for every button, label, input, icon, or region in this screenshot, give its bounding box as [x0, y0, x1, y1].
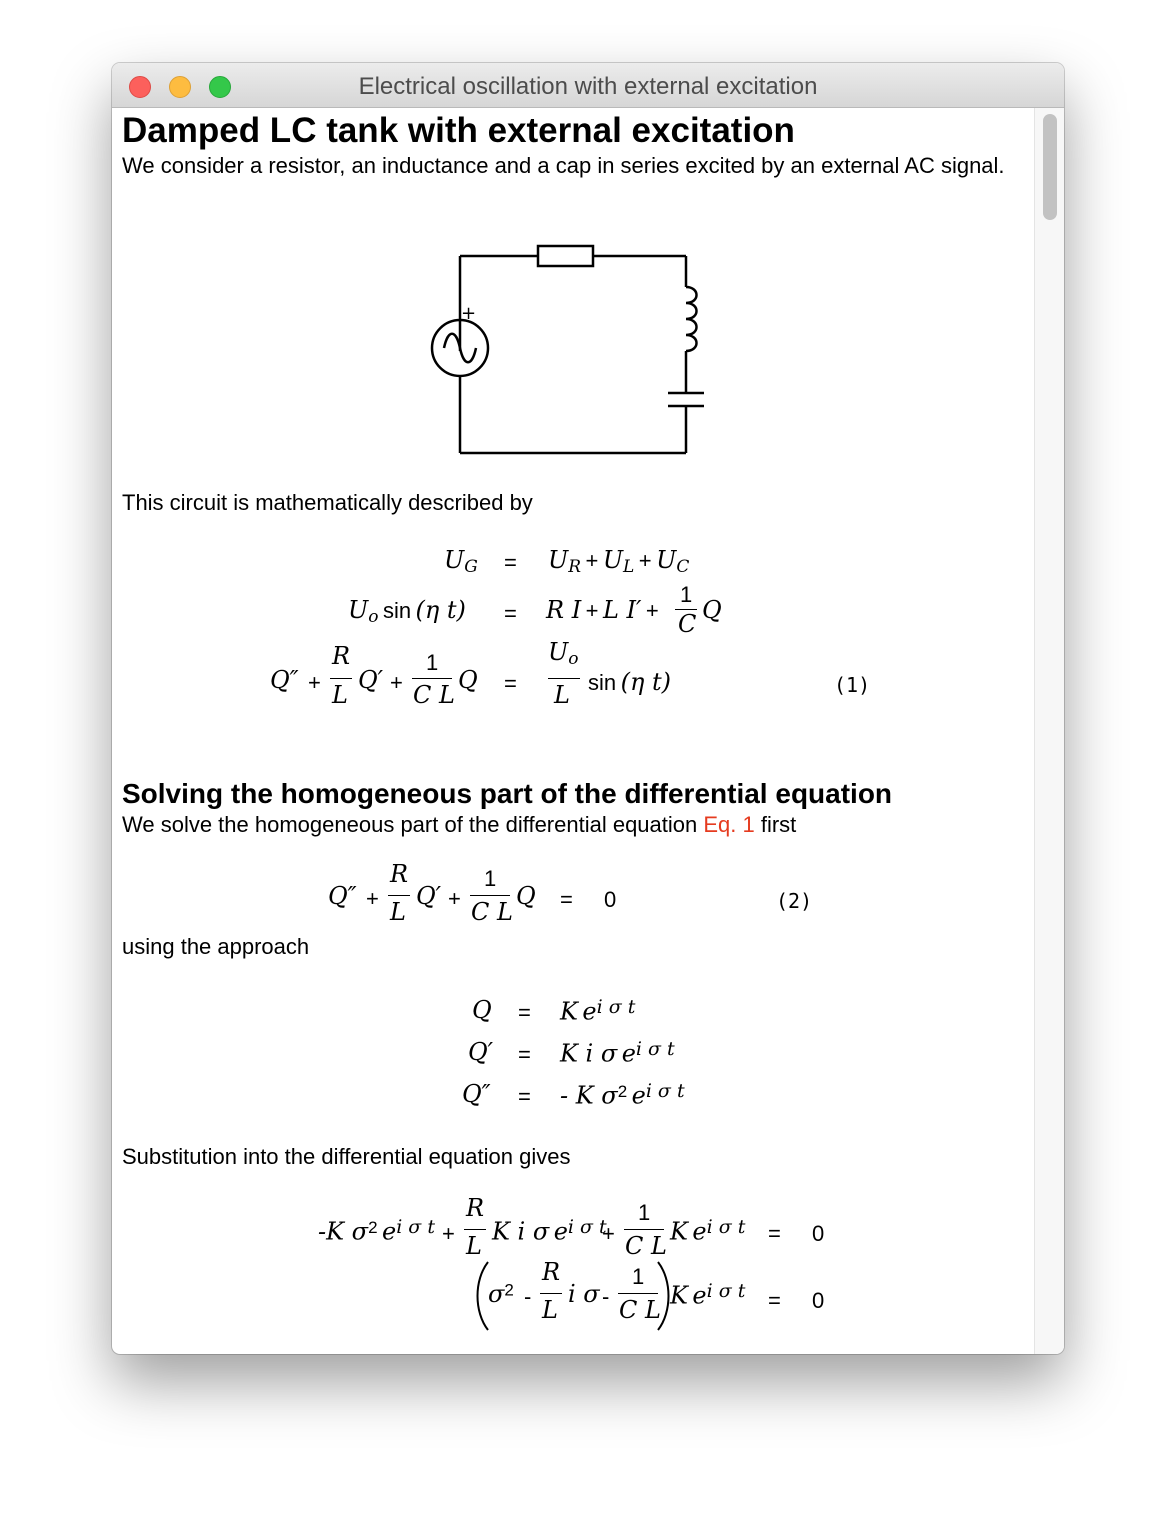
approach-rhs-1: K $e^{i \sigma t}$ — [560, 996, 636, 1026]
scrollbar-thumb[interactable] — [1043, 114, 1057, 220]
circuit-diagram — [428, 241, 728, 466]
fraction-denominator: L — [542, 1296, 558, 1324]
fraction-denominator: C L — [413, 681, 455, 709]
fraction-bar — [464, 1229, 486, 1230]
subst-row2-sigma: $\sigma^2$ — [488, 1280, 514, 1308]
section-heading: Solving the homogeneous part of the differential equation — [122, 778, 893, 809]
eq1-row3-qpp: Q″ — [270, 666, 299, 694]
vertical-scrollbar[interactable] — [1034, 108, 1064, 1354]
fraction-numerator: R — [542, 1258, 561, 1286]
fraction-numerator: R — [332, 642, 351, 670]
fraction-bar — [548, 678, 580, 679]
fraction-bar — [470, 895, 510, 896]
subst-row2-rhs: 0 — [812, 1288, 825, 1313]
fraction-denominator: C — [678, 610, 697, 638]
fraction-numerator: 1 — [426, 650, 439, 675]
subst-row1-rhs: 0 — [812, 1221, 825, 1246]
described-paragraph: This circuit is mathematically described by — [122, 490, 533, 515]
subst-row2-is: i σ — [568, 1280, 600, 1308]
fraction-denominator: L — [554, 681, 570, 709]
eq-sign: = — [504, 671, 517, 696]
fraction-denominator: L — [332, 681, 348, 709]
plus-marker: + — [461, 303, 477, 324]
eq-sign: = — [768, 1221, 781, 1246]
eq-sign: = — [518, 1000, 531, 1025]
eq-sign: = — [518, 1042, 531, 1067]
page-title: Damped LC tank with external excitation — [122, 111, 795, 150]
subst-row1-term2: K i σ $e^{i \sigma t}$ — [492, 1216, 607, 1246]
fraction-numerator: 1 — [680, 582, 693, 607]
subst-row1-term3: K $e^{i \sigma t}$ — [670, 1216, 746, 1246]
plus-sign: + — [602, 1221, 615, 1246]
eq-sign: = — [504, 601, 517, 626]
fraction-bar — [388, 895, 410, 896]
fraction-denominator: C L — [619, 1296, 661, 1324]
eq1-row3-qp: Q′ — [358, 666, 384, 694]
approach-lhs-qp: Q′ — [468, 1038, 494, 1066]
eq1-reference-link[interactable]: Eq. 1 — [703, 812, 755, 837]
document-content — [112, 108, 1034, 1354]
fraction-denominator: C L — [471, 898, 513, 926]
eq1-row2-lhs: $U_o$ sin (η t) — [348, 596, 466, 628]
approach-rhs-2: K i σ $e^{i \sigma t}$ — [560, 1038, 675, 1068]
plus-sign: + — [390, 670, 403, 695]
fraction-bar — [624, 1229, 664, 1230]
solve-paragraph: We solve the homogeneous part of the differential equation Eq. 1 first — [122, 812, 797, 837]
eq-sign: = — [560, 887, 573, 912]
eq2-rhs: 0 — [604, 887, 617, 912]
fraction-denominator: L — [466, 1232, 482, 1260]
intro-paragraph: We consider a resistor, an inductance and a cap in series excited by an external AC signal. — [122, 153, 1005, 178]
approach-rhs-3: - K $\sigma^2$ $e^{i \sigma t}$ — [560, 1080, 685, 1110]
fraction-numerator: 1 — [638, 1200, 651, 1225]
fraction-denominator: C L — [625, 1232, 667, 1260]
fraction-bar — [412, 678, 452, 679]
plus-sign: + — [308, 670, 321, 695]
fraction-numerator: $U_o$ — [548, 638, 579, 670]
approach-lhs-q: Q — [472, 996, 492, 1024]
fraction-numerator: 1 — [632, 1264, 645, 1289]
equation-number-1: (1) — [834, 673, 871, 697]
approach-lhs-qpp: Q″ — [462, 1080, 491, 1108]
subst-row2-k: K $e^{i \sigma t}$ — [670, 1280, 746, 1310]
eq-sign: = — [768, 1288, 781, 1313]
eq2-qpp: Q″ — [328, 882, 357, 910]
fraction-numerator: R — [466, 1194, 485, 1222]
fraction-bar — [330, 678, 352, 679]
eq1-row1-lhs: $U_G$ — [444, 546, 478, 578]
equation-number-2: (2) — [776, 889, 813, 913]
plus-sign: + — [448, 886, 461, 911]
eq-sign: = — [518, 1084, 531, 1109]
plus-sign: + — [366, 886, 379, 911]
subst-row1-term1: -K $\sigma^2$ $e^{i \sigma t}$ — [318, 1216, 435, 1246]
inductor-symbol — [686, 287, 697, 351]
substitution-paragraph: Substitution into the differential equation gives — [122, 1144, 571, 1169]
eq2-q: Q — [516, 882, 536, 910]
plus-sign: + — [442, 1221, 455, 1246]
fraction-denominator: L — [390, 898, 406, 926]
eq2-qp: Q′ — [416, 882, 442, 910]
eq1-row2-q: Q — [702, 596, 722, 624]
eq1-row3-q: Q — [458, 666, 478, 694]
eq1-row1-rhs: $U_R + U_L + U_C$ — [548, 546, 690, 578]
eq1-row2-rhs: R I + L I′ + — [546, 596, 659, 624]
minus-sign: - — [602, 1284, 610, 1309]
window-title: Electrical oscillation with external excitation — [358, 73, 818, 100]
resistor-symbol — [538, 246, 593, 266]
eq-sign: = — [504, 550, 517, 575]
fraction-bar — [540, 1293, 562, 1294]
fraction-bar — [618, 1293, 658, 1294]
eq1-row3-rhs: sin (η t) — [588, 668, 671, 696]
title-bar[interactable] — [112, 63, 1064, 108]
app-window — [112, 63, 1064, 1354]
fraction-numerator: 1 — [484, 866, 497, 891]
minus-sign: - — [524, 1284, 532, 1309]
fraction-numerator: R — [390, 860, 409, 888]
approach-paragraph: using the approach — [122, 934, 310, 959]
